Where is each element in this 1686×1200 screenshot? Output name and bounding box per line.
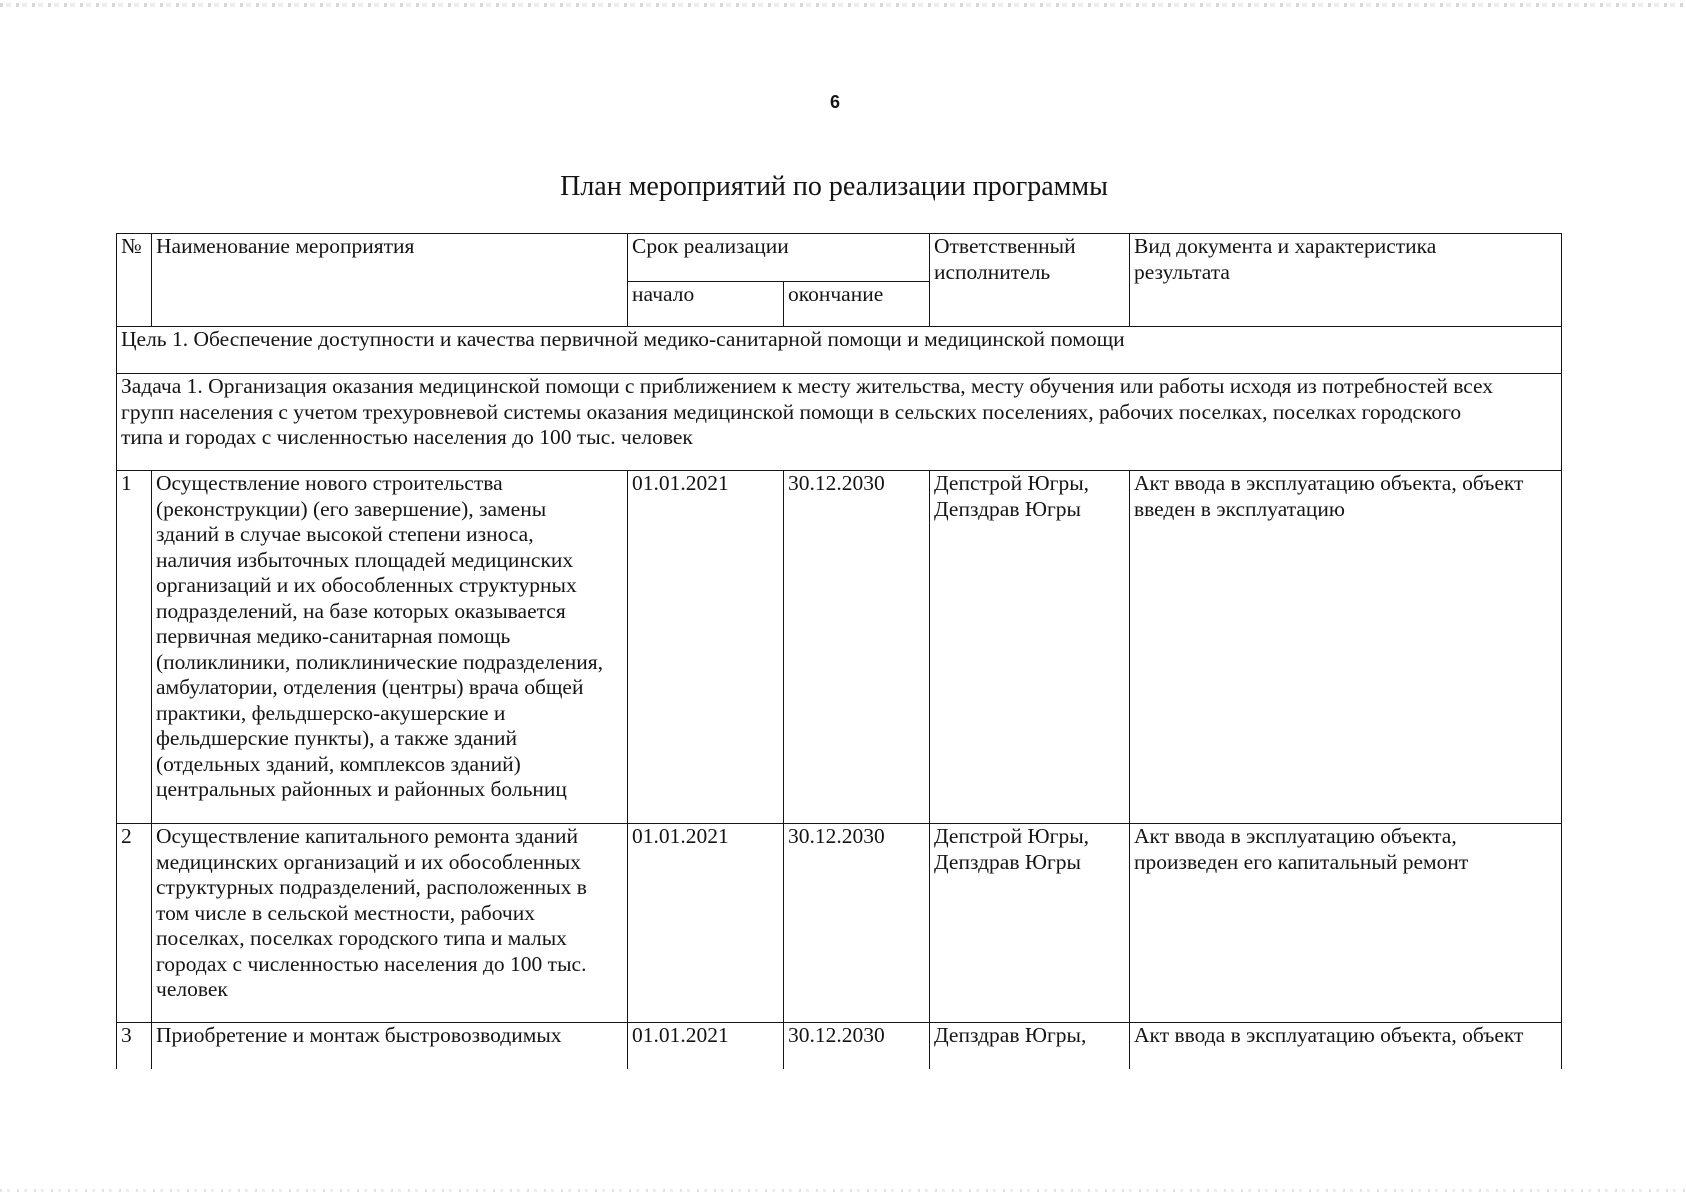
end-date: 30.12.2030 bbox=[784, 471, 930, 824]
document-title: План мероприятий по реализации программы bbox=[560, 171, 1108, 202]
goal-row bbox=[117, 327, 1562, 374]
event-name: Осуществление нового строительства (реконструкции) (его завершение), замены зданий в случае высокой степени износа, наличия избыточных площадей медицинских организаций и их обособленных структурных подразделений, на базе которых оказывается первичная медико-санитарная помощь (поликлиники, поликлинические подразделения, амбулатории, отделения (центры) врача общей практики, фельдшерско-акушерские и фельдшерские пункты), а также зданий (отдельных зданий, комплексов зданий) центральных районных и районных больниц bbox=[152, 471, 628, 824]
header-start: начало bbox=[628, 282, 784, 327]
task-cell: Задача 1. Организация оказания медицинской помощи с приближением к месту жительства, месту обучения или работы исходя из потребностей всех групп населения с учетом трехуровневой системы оказания медицинской помощи в сельских поселениях, рабочих поселках, поселках городского типа и городах с численностью населения до 100 тыс. человек bbox=[117, 374, 1562, 471]
result-document: Акт ввода в эксплуатацию объекта, объект введен в эксплуатацию bbox=[1130, 471, 1562, 824]
responsible-executor: Депздрав Югры, bbox=[930, 1023, 1130, 1069]
end-date: 30.12.2030 bbox=[784, 824, 930, 1023]
responsible-executor: Депстрой Югры, Депздрав Югры bbox=[930, 471, 1130, 824]
header-number: № bbox=[117, 234, 152, 327]
result-document: Акт ввода в эксплуатацию объекта, объект bbox=[1130, 1023, 1562, 1069]
table-row bbox=[117, 471, 1562, 824]
header-result: Вид документа и характеристика результата bbox=[1130, 234, 1562, 327]
page-number: 6 bbox=[829, 92, 840, 112]
event-name: Приобретение и монтаж быстровозводимых bbox=[152, 1023, 628, 1069]
responsible-executor: Депстрой Югры, Депздрав Югры bbox=[930, 824, 1130, 1023]
header-responsible: Ответственный исполнитель bbox=[930, 234, 1130, 327]
row-number: 3 bbox=[117, 1023, 152, 1069]
table-row bbox=[117, 824, 1562, 1023]
start-date: 01.01.2021 bbox=[628, 824, 784, 1023]
header-period: Срок реализации bbox=[628, 234, 930, 282]
row-number: 1 bbox=[117, 471, 152, 824]
header-event-name: Наименование мероприятия bbox=[152, 234, 628, 327]
start-date: 01.01.2021 bbox=[628, 471, 784, 824]
goal-cell: Цель 1. Обеспечение доступности и качества первичной медико-санитарной помощи и медицинской помощи bbox=[117, 327, 1562, 374]
table-header bbox=[117, 234, 1562, 327]
start-date: 01.01.2021 bbox=[628, 1023, 784, 1069]
scan-artifact-bottom bbox=[0, 1189, 1686, 1192]
header-row bbox=[117, 234, 1562, 282]
row-number: 2 bbox=[117, 824, 152, 1023]
result-document: Акт ввода в эксплуатацию объекта, произведен его капитальный ремонт bbox=[1130, 824, 1562, 1023]
task-row bbox=[117, 374, 1562, 471]
plan-table bbox=[116, 233, 1562, 1069]
end-date: 30.12.2030 bbox=[784, 1023, 930, 1069]
table-row bbox=[117, 1023, 1562, 1069]
event-name: Осуществление капитального ремонта зданий медицинских организаций и их обособленных структурных подразделений, расположенных в том числе в сельской местности, рабочих поселках, поселках городского типа и малых городах с численностью населения до 100 тыс. человек bbox=[152, 824, 628, 1023]
table-body bbox=[117, 327, 1562, 1069]
header-end: окончание bbox=[784, 282, 930, 327]
scan-artifact-top bbox=[0, 3, 1686, 7]
